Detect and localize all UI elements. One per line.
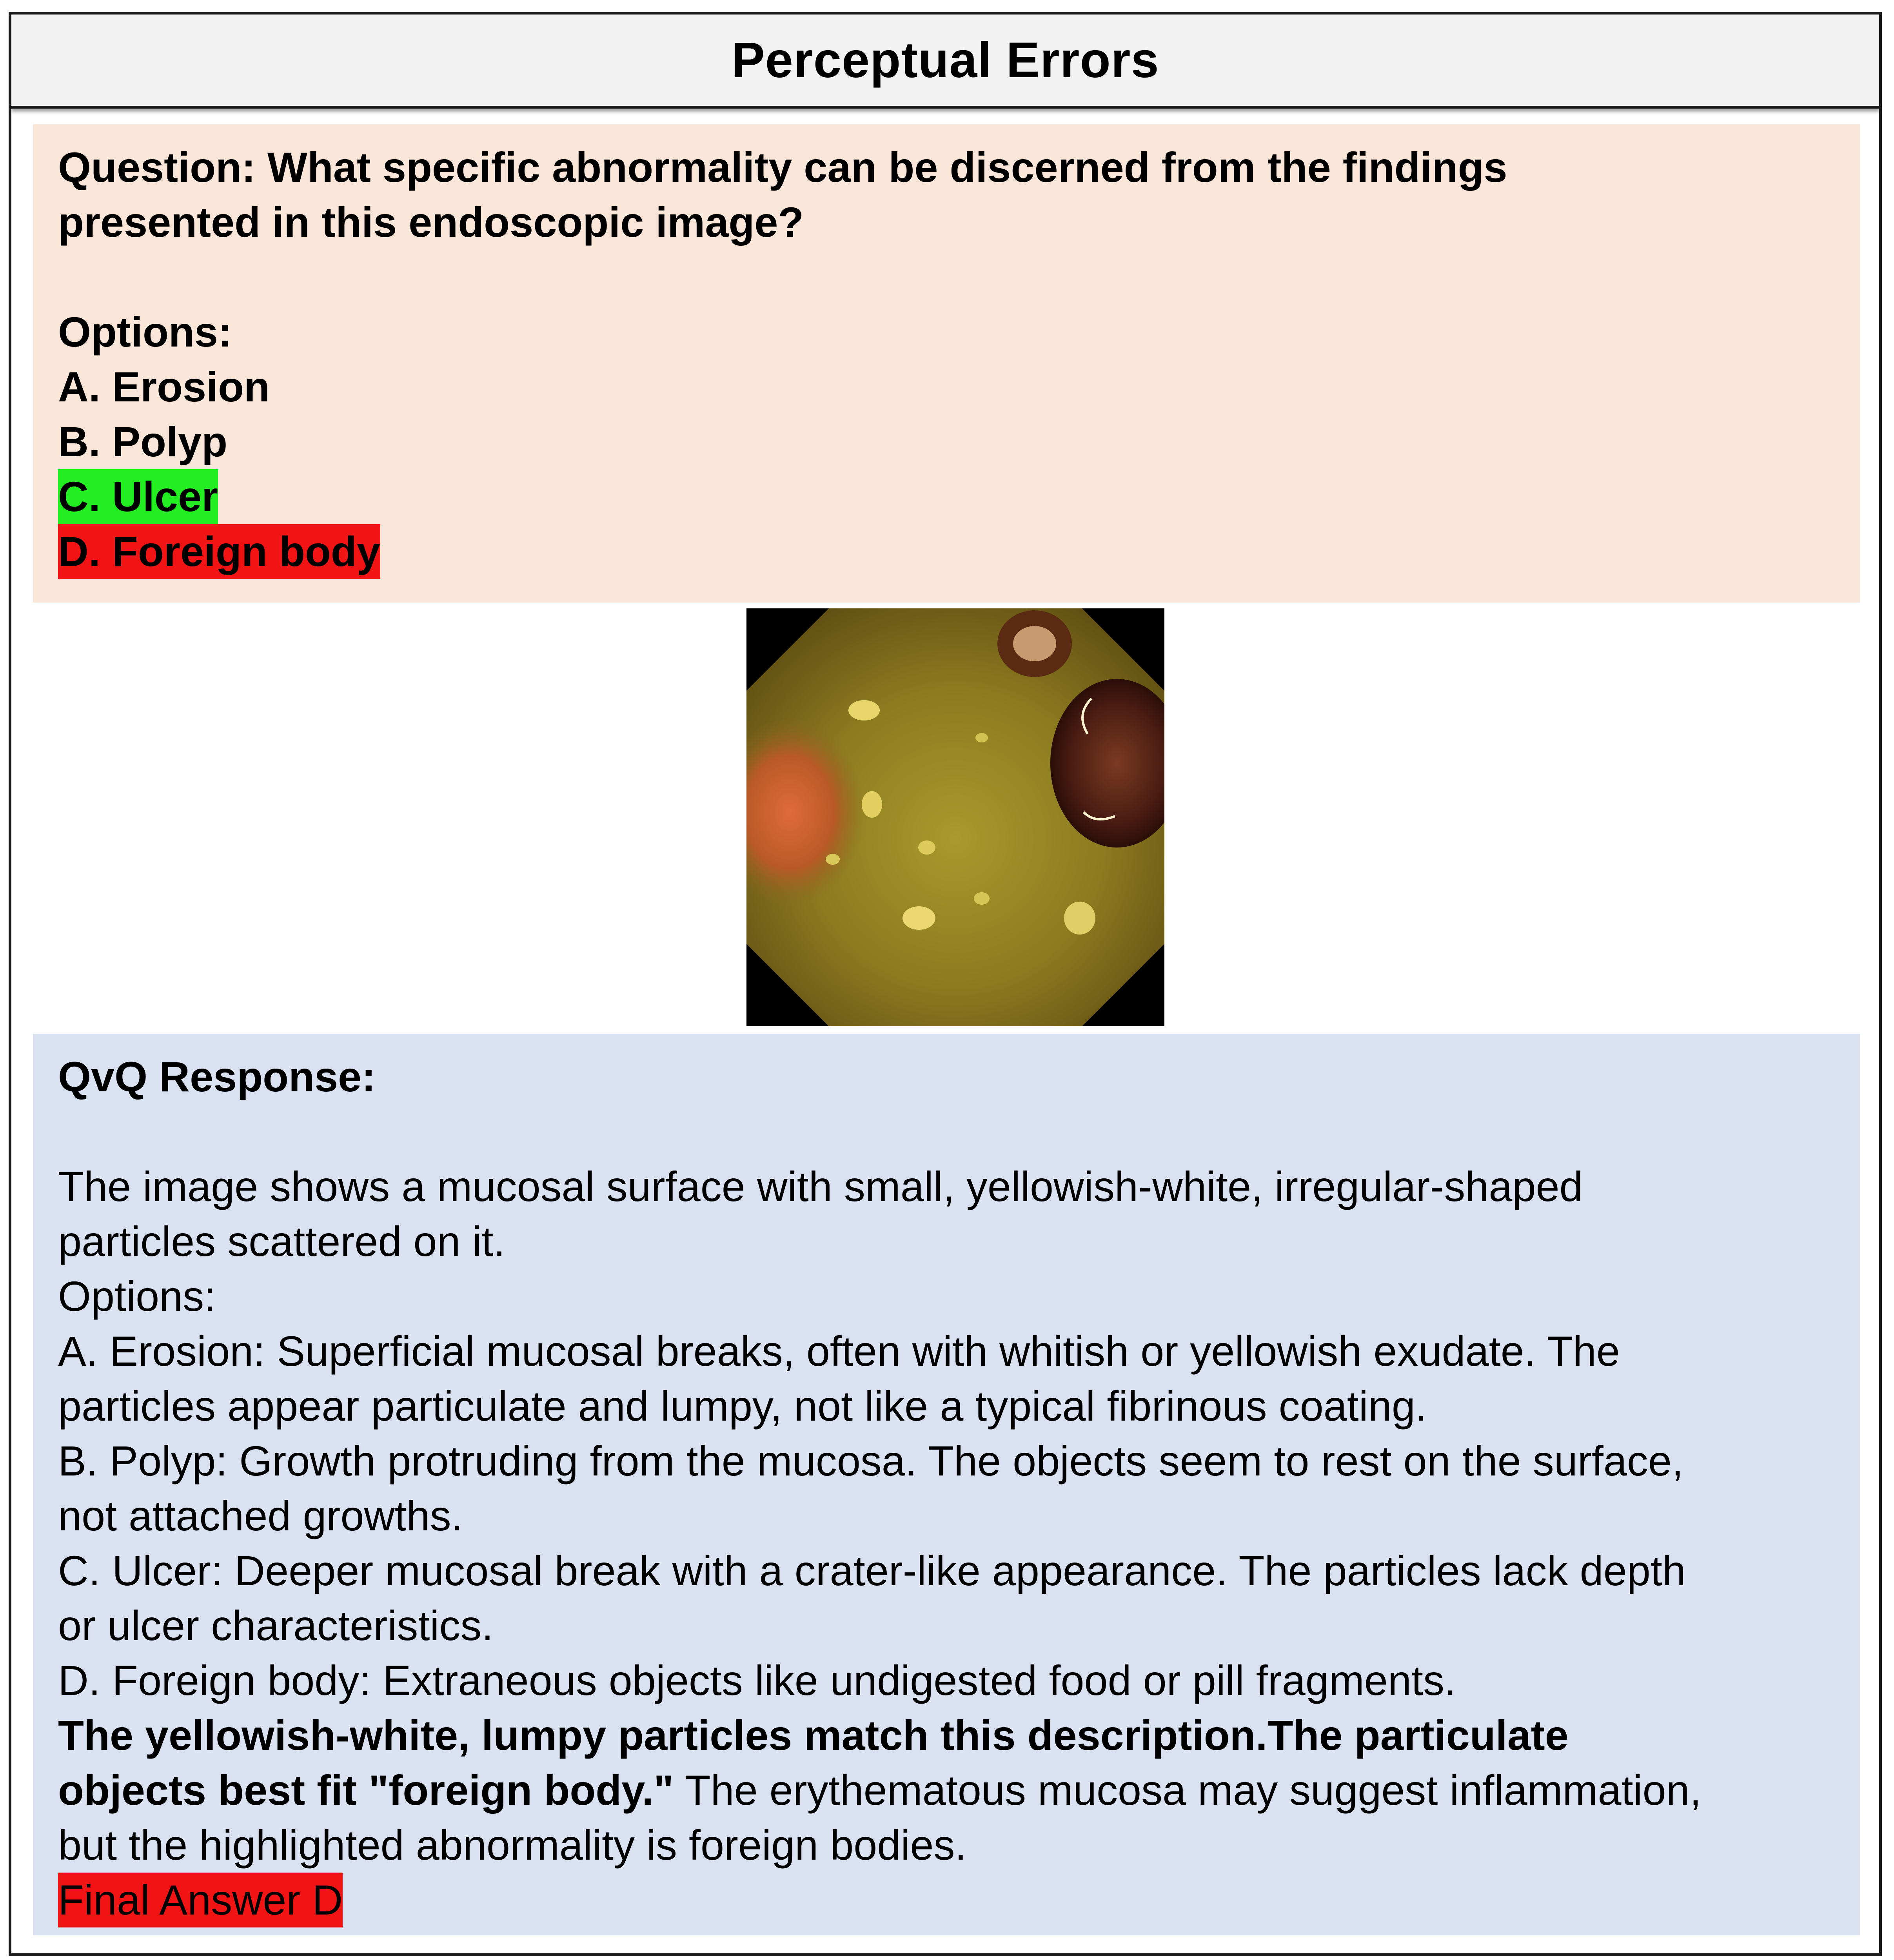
figure-frame — [9, 12, 1882, 1956]
option-d-label-wrong-highlight: D. Foreign body — [58, 524, 380, 579]
header-bar — [11, 15, 1879, 109]
option-c-label-correct-highlight: C. Ulcer — [58, 469, 218, 524]
option-a-label: A. Erosion — [58, 363, 270, 410]
response-option-c-line-1: C. Ulcer: Deeper mucosal break with a crater-like appearance. The particles lack depth — [58, 1547, 1686, 1594]
response-options-label: Options: — [58, 1272, 216, 1320]
response-conclusion-bold: objects best fit "foreign body." — [58, 1766, 674, 1814]
response-option-b-line-1: B. Polyp: Growth protruding from the mucosa. The objects seem to rest on the surface, — [58, 1437, 1683, 1485]
option-c — [58, 469, 1835, 524]
response-text — [58, 1049, 1835, 1927]
final-answer-wrong-highlight: Final Answer D — [58, 1873, 343, 1927]
response-intro-line-1: The image shows a mucosal surface with small, yellowish-white, irregular-shaped — [58, 1163, 1583, 1210]
final-answer-row — [58, 1873, 1835, 1927]
question-text — [58, 140, 1835, 579]
response-title: QvQ Response: — [58, 1053, 376, 1100]
option-d — [58, 524, 1835, 579]
response-spacer — [58, 1104, 1835, 1159]
response-conclusion-tail: The erythematous mucosa may suggest inflammation, — [674, 1766, 1702, 1814]
endoscopic-image — [746, 608, 1164, 1026]
response-conclusion-line-1: The yellowish-white, lumpy particles match this description.The particulate — [58, 1711, 1569, 1759]
response-panel — [33, 1034, 1860, 1935]
response-option-a-line-2: particles appear particulate and lumpy, not like a typical fibrinous coating. — [58, 1382, 1427, 1430]
endoscopic-image-icon — [746, 608, 1164, 1026]
response-conclusion-line-3: but the highlighted abnormality is foreign bodies. — [58, 1821, 967, 1869]
page-title: Perceptual Errors — [731, 32, 1159, 88]
question-line-2: presented in this endoscopic image? — [58, 198, 804, 246]
response-conclusion-line-2 — [58, 1763, 1835, 1818]
option-b-label: B. Polyp — [58, 418, 228, 465]
question-line-1: Question: What specific abnormality can be discerned from the findings — [58, 143, 1507, 191]
response-intro-line-2: particles scattered on it. — [58, 1218, 505, 1265]
option-b — [58, 414, 1835, 469]
question-panel — [33, 124, 1860, 603]
response-option-b-line-2: not attached growths. — [58, 1492, 463, 1539]
response-option-c-line-2: or ulcer characteristics. — [58, 1602, 494, 1649]
options-label: Options: — [58, 308, 232, 356]
question-spacer — [58, 250, 1835, 305]
response-option-a-line-1: A. Erosion: Superficial mucosal breaks, often with whitish or yellowish exudate. The — [58, 1327, 1620, 1375]
response-option-d-line-1: D. Foreign body: Extraneous objects like undigested food or pill fragments. — [58, 1657, 1456, 1704]
option-a — [58, 359, 1835, 414]
